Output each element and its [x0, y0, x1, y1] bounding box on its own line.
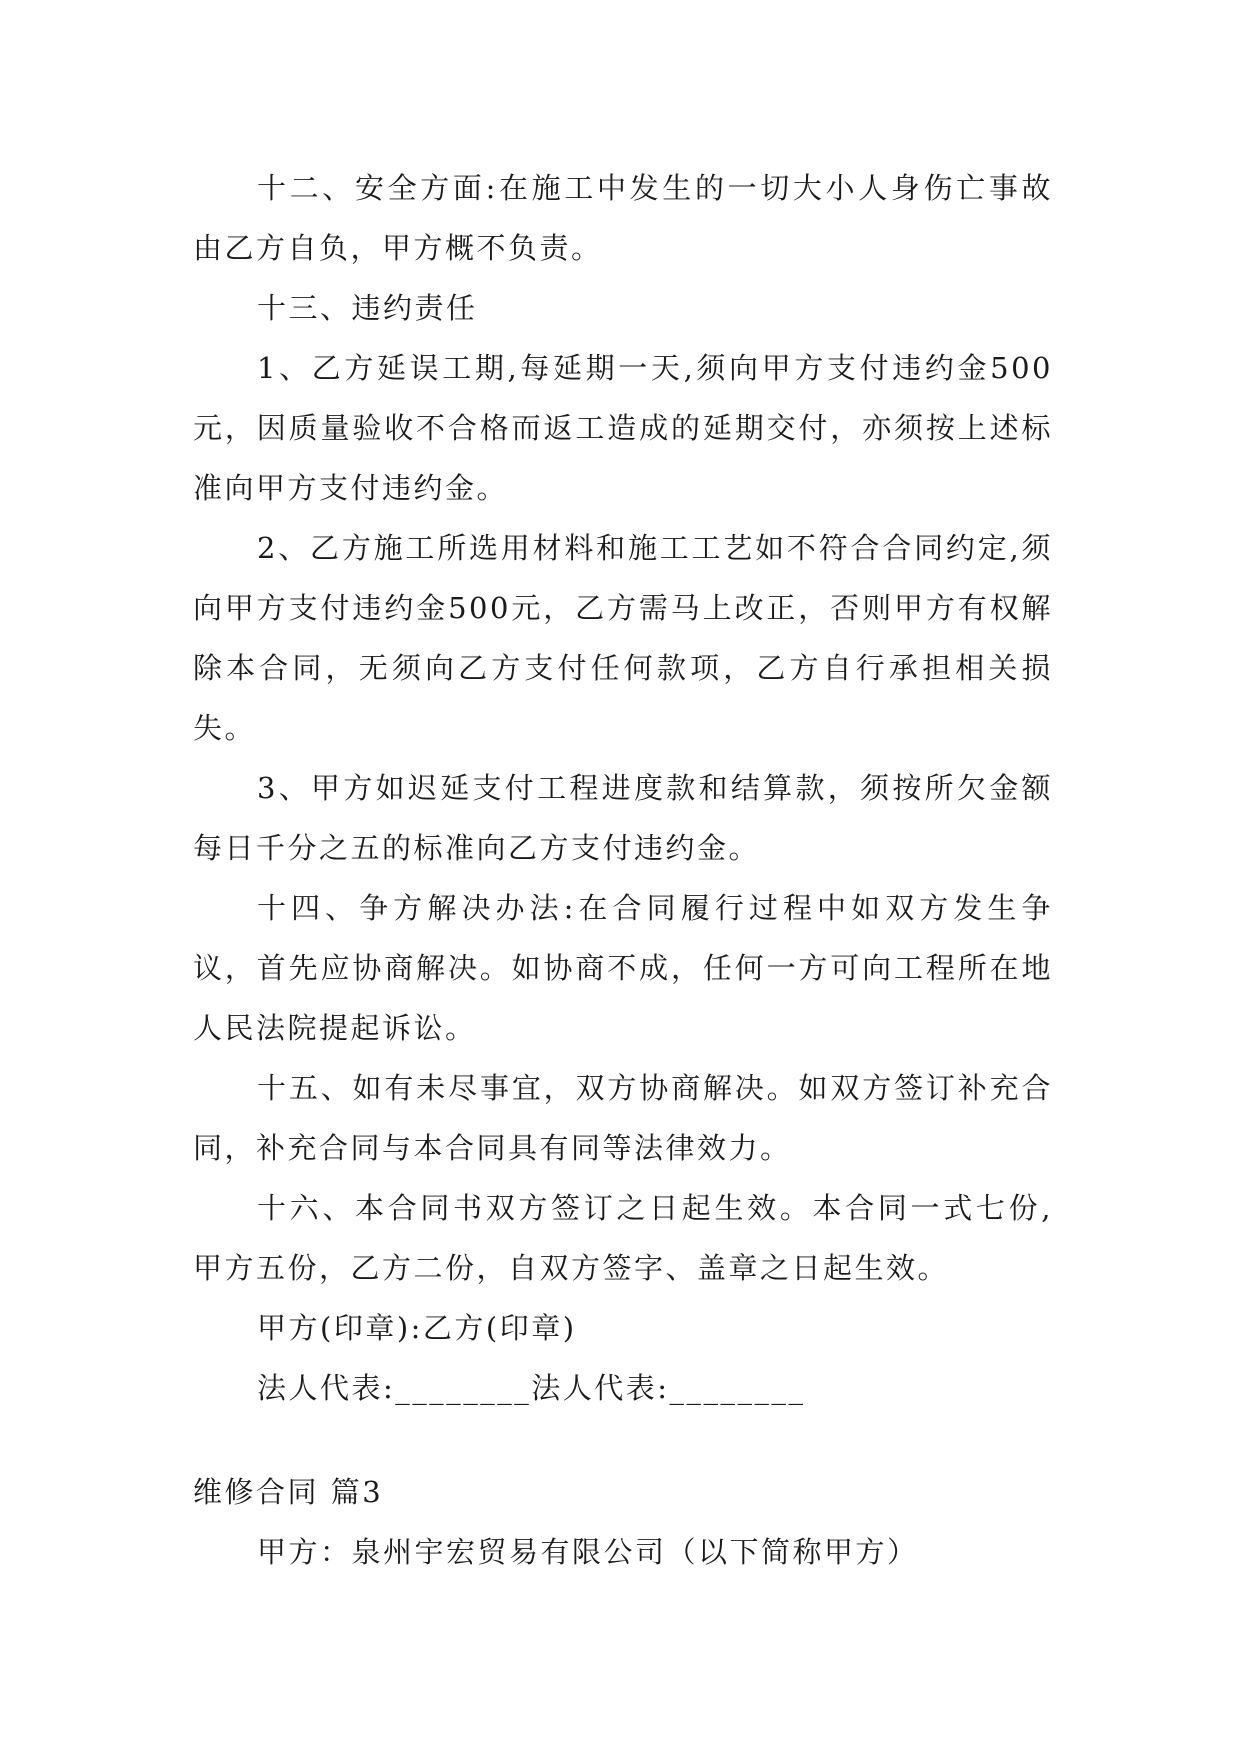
- clause-13-item-3: 3、甲方如迟延支付工程进度款和结算款，须按所欠金额每日千分之五的标准向乙方支付违约金。: [193, 771, 1053, 865]
- section-heading: 维修合同 篇3: [193, 1475, 384, 1509]
- seal-line: 甲方(印章):乙方(印章): [257, 1311, 577, 1345]
- party-a-line: 甲方：泉州宇宏贸易有限公司（以下简称甲方）: [257, 1535, 919, 1569]
- clause-13-item-1: 1、乙方延误工期,每延期一天,须向甲方支付违约金500元，因质量验收不合格而返工造成的延期交付，亦须按上述标准向甲方支付违约金。: [193, 351, 1053, 505]
- clause-13-item-2: 2、乙方施工所选用材料和施工工艺如不符合合同约定,须向甲方支付违约金500元，乙方需马上改正，否则甲方有权解除本合同，无须向乙方支付任何款项，乙方自行承担相关损失。: [193, 531, 1053, 745]
- clause-15-supplement: 十五、如有未尽事宜，双方协商解决。如双方签订补充合同，补充合同与本合同具有同等法律效力。: [193, 1071, 1053, 1165]
- clause-14-dispute: 十四、争方解决办法:在合同履行过程中如双方发生争议，首先应协商解决。如协商不成，任何一方可向工程所在地人民法院提起诉讼。: [193, 891, 1053, 1045]
- clause-12-safety: 十二、安全方面:在施工中发生的一切大小人身伤亡事故由乙方自负，甲方概不负责。: [193, 171, 1053, 265]
- clause-13-title: 十三、违约责任: [257, 291, 478, 325]
- clause-16-effective: 十六、本合同书双方签订之日起生效。本合同一式七份,甲方五份，乙方二份，自双方签字、盖章之日起生效。: [193, 1191, 1053, 1285]
- legal-representative-line: 法人代表:________法人代表:________: [257, 1371, 806, 1405]
- document-page: [193, 158, 1053, 1582]
